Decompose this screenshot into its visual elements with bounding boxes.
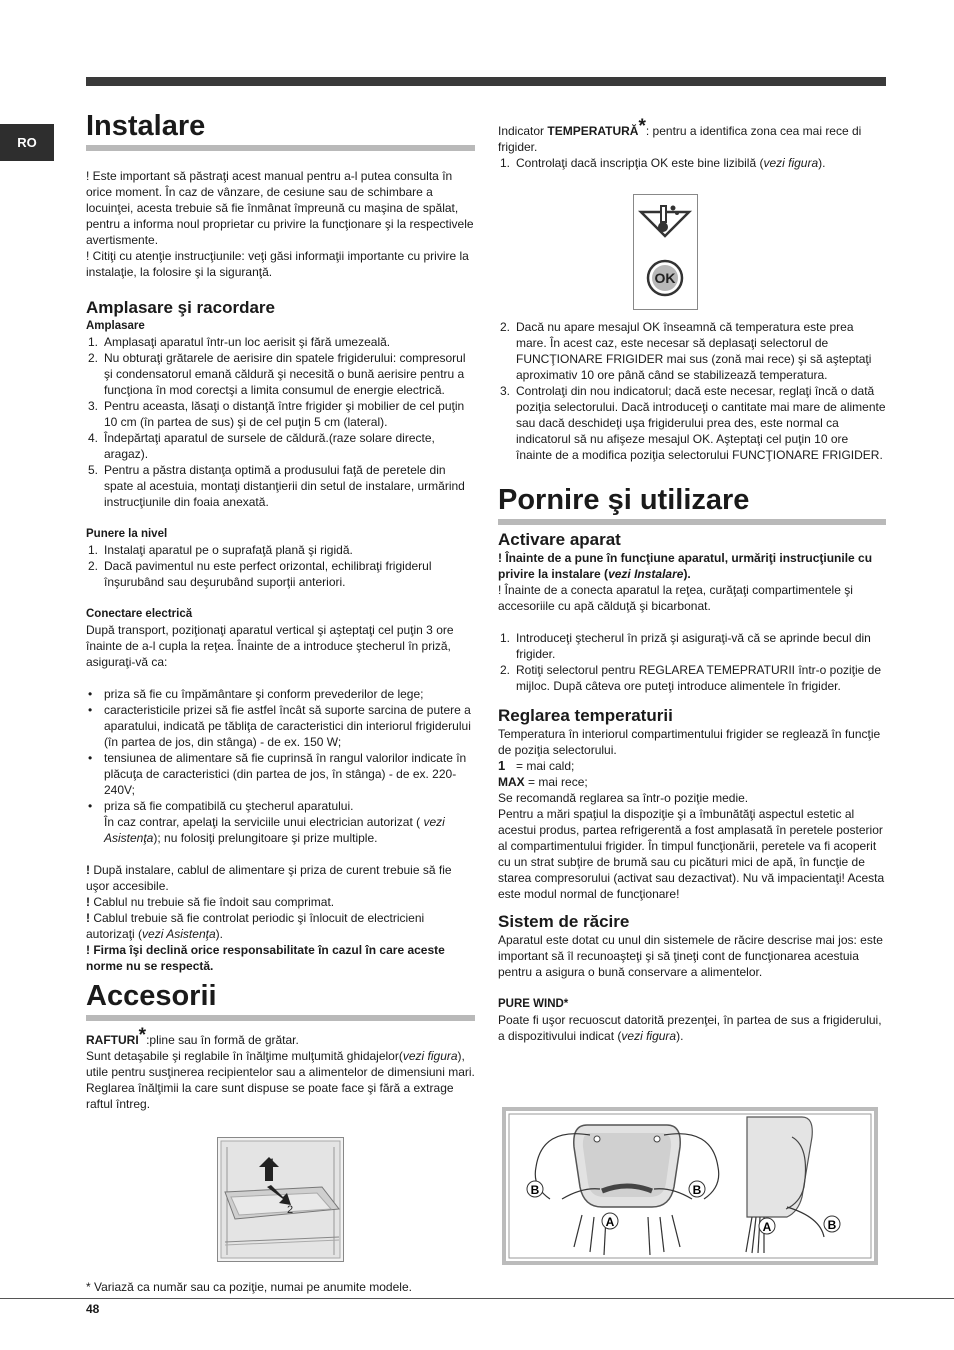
label-b-right: B [692, 1183, 702, 1197]
instalare-intro-1: ! Este important să păstraţi acest manual pentru a-l putea consulta în orice moment. În caz de vânzare, de cesiune sau de schimbare a locuinţei, acesta trebuie să fie înmânat împreună cu maşina de spălat, pentru a informa noul proprietar cu privire la funcţionare şi la respectivele avertismente. [86, 169, 474, 247]
list-item: • priza să fie cu împământare şi conform prevederilor de lege; [86, 686, 475, 702]
indicator-paragraph: Indicator TEMPERATURĂ*: pentru a identifica zona cea mai rece di frigider. [498, 116, 862, 154]
ok-text: OK [654, 270, 676, 286]
rafturi-text: Sunt detaşabile şi reglabile în înălţime mulţumită ghidajelor(vezi figura), utile pentru susţinerea recipientelor sau a alimentelor de dimensiuni mari. Reglarea înălţimii la care sunt dispuse se poate face şi fără a extrage raftul întreg. [86, 1049, 475, 1111]
conectare-last2-a: În caz contrar, apelaţi la serviciile unui electrician autorizat ( [104, 815, 424, 829]
symbol-warm: 1 = mai cald; [498, 758, 575, 773]
label-a-center: A [605, 1215, 615, 1229]
list-item: 2. Dacă pavimentul nu este perfect orizontal, echilibraţi frigiderul înşurubând sau deşurubând suporţii anteriori. [86, 558, 475, 590]
reglarea-text: Temperatura în interiorul compartimentului frigider se reglează în funcţie de poziţia selectorului. [498, 727, 881, 757]
footnote: * Variază ca număr sau ca poziţie, numai pe anumite modele. [86, 1280, 412, 1294]
activare-list [498, 630, 886, 694]
warning-3: ! Cablul trebuie să fie controlat periodic şi înlocuit de electricieni autorizaţi (vezi Asistenţa). [86, 911, 425, 941]
sistem-text: Aparatul este dotat cu unul din sistemele de răcire descrise mai jos: este important să îl recunoaşteţi şi să ţineţi cont de funcţionarea acestuia pentru a asigura o bună conservare a alimentelor. [498, 933, 883, 979]
list-item [86, 798, 475, 846]
temperature-indicator-figure [633, 194, 698, 310]
warning-1: ! După instalare, cablul de alimentare şi priza de curent trebuie să fie uşor accesibile. [86, 863, 452, 893]
list-item: • tensiunea de alimentare să fie cuprinsă în rangul valorilor indicate în plăcuţa de caracteristici (din partea de jos, în stânga) - de ex. 220-240V; [86, 750, 475, 798]
accesorii-title: Accesorii [86, 980, 475, 1021]
list-item: 2. Dacă nu apare mesajul OK înseamnă că temperatura este prea mare. În acest caz, este necesar să deplasaţi selectorul de FUNCŢIONARE FRIGIDER mai sus (zonă mai rece) şi să aşteptaţi aproximativ 10 ore până când se stabilizează temperatura. [498, 319, 886, 383]
bottom-rule [0, 1298, 954, 1299]
fig-number-2: 2 [287, 1204, 294, 1216]
label-a-side: A [762, 1220, 772, 1234]
drop-icon [658, 222, 668, 232]
list-item: 1. Instalaţi aparatul pe o suprafaţă plană şi rigidă. [86, 542, 475, 558]
top-rule [86, 77, 886, 86]
reglarea-more: Pentru a mări spaţiul la dispoziţie şi a îmbunătăţi aspectul estetic al acestui produs, partea refrigerentă a fost amplasată în peretele posterior al compartimentului frigider. În timpul funcţionării, peretele va fi acoperit cu un strat subţire de brumă sau cu picături mici de apă, în funcţie de starea compresorului (activat sau dezactivat). Nu vă impacientaţi! Acesta este modul normal de funcţionare! [498, 807, 885, 901]
list-item: 1. Amplasaţi aparatul într-un loc aerisit şi fără umezeală. [86, 334, 475, 350]
page-number: 48 [86, 1302, 100, 1316]
instalare-title: Instalare [86, 110, 475, 151]
indicator-list-2 [498, 319, 886, 463]
conectare-subtitle: Conectare electrică [86, 608, 193, 620]
list-item: 3. Pentru aceasta, lăsaţi o distanţă între frigider şi mobilier de cel puţin 10 cm (în partea de sus) şi de cel puţin 5 cm (lateral). [86, 398, 475, 430]
pure-wind-figure [502, 1107, 878, 1265]
shelf-figure [217, 1137, 344, 1262]
language-tab: RO [0, 124, 54, 161]
warning-2: ! Cablul nu trebuie să fie îndoit sau comprimat. [86, 895, 335, 909]
instalare-intro-2: ! Citiţi cu atenţie instrucţiunile: veţi găsi informaţii importante cu privire la instalaţie, la folosire şi la siguranţă. [86, 249, 469, 279]
pure-wind-label: PURE WIND* [498, 998, 569, 1010]
reglarea-title: Reglarea temperaturii [498, 706, 673, 725]
conectare-last2-italic: vezi Asistenţa [104, 815, 445, 845]
list-item: 1. Introduceţi ştecherul în priză şi asiguraţi-vă că se aprinde becul din frigider. [498, 630, 886, 662]
reglarea-recommendation: Se recomandă reglarea sa într-o poziţie medie. [498, 791, 749, 805]
label-b-left: B [530, 1183, 540, 1197]
warning-4: ! Firma îşi declină orice responsabilitate în cazul în care aceste norme nu se respectă. [86, 943, 445, 973]
conectare-last: priza să fie compatibilă cu ştecherul aparatului. [104, 799, 354, 813]
right-column [498, 116, 886, 171]
activare-warning-2: ! Înainte de a conecta aparatul la reţea, curăţaţi compartimentele şi accesoriile cu apă călduţă şi bicarbonat. [498, 583, 853, 613]
conectare-text: După transport, poziţionaţi aparatul vertical şi aşteptaţi cel puţin 3 ore înainte de a-l cupla la reţea. Înainte de a introduce ştecherul în priză, asiguraţi-vă ca: [86, 623, 454, 669]
list-item: 1. Controlaţi dacă inscripţia OK este bine lizibilă (vezi figura). [498, 155, 886, 171]
amplasare-list [86, 334, 475, 510]
list-item: • caracteristicile prizei să fie astfel încât să suporte sarcina de putere a aparatului, indicată pe tăbliţa de caracteristici din interiorul frigiderului (în partea de jos, din stânga) - de ex. 150 W; [86, 702, 475, 750]
sistem-title: Sistem de răcire [498, 912, 630, 931]
amplasare-subtitle: Amplasare [86, 320, 145, 332]
amplasare-title: Amplasare şi racordare [86, 298, 275, 317]
list-item: 2. Nu obturaţi grătarele de aerisire din spatele frigiderului: compresorul şi condensatorul emană căldură şi necesită o bună aerisire pentru a funcţiona în mod corectşi a limita consumul de energie electrică. [86, 350, 475, 398]
indicator-list-1 [498, 155, 886, 171]
label-b-side: B [827, 1218, 837, 1232]
right-column-lower [498, 319, 886, 1044]
conectare-list [86, 686, 475, 846]
rafturi-label: RAFTURI [86, 1033, 139, 1047]
list-item: 2. Rotiţi selectorul pentru REGLAREA TEMEPRATURII într-o poziţie de mijloc. După câteva ore puteţi introduce alimentele în frigider. [498, 662, 886, 694]
symbol-max: MAX = mai rece; [498, 775, 588, 789]
list-item: 5. Pentru a păstra distanţa optimă a produsului faţă de peretele din spate al acestuia, montaţi distanţierii din setul de instalare, urmărind instrucţiunile din foaia anexată. [86, 462, 475, 510]
activare-warning-1: ! Înainte de a pune în funcţiune aparatul, urmăriţi instrucţiunile cu privire la instalare (vezi Instalare). [498, 551, 873, 581]
nivel-list [86, 542, 475, 590]
list-item: 4. Îndepărtaţi aparatul de sursele de căldură.(raze solare directe, aragaz). [86, 430, 475, 462]
rafturi-paragraph: RAFTURI*:pline sau în formă de grătar. [86, 1025, 299, 1047]
conectare-last2-b: ); nu folosiţi prelungitoare şi prize multiple. [153, 831, 378, 845]
pornire-title: Pornire şi utilizare [498, 484, 886, 525]
left-column [86, 110, 475, 1112]
fig-number-1: 1 [269, 1157, 276, 1169]
nivel-subtitle: Punere la nivel [86, 528, 168, 540]
pure-wind-text: Poate fi uşor recuoscut datorită prezenţei, în partea de sus a frigiderului, a dispozitivului indicat (vezi figura). [498, 1013, 882, 1043]
list-item: 3. Controlaţi din nou indicatorul; dacă este necesar, reglaţi încă o dată poziţia selectorului. Dacă introduceţi o cantitate mai mare de alimente sau dacă deschideţi uşa frigiderului prea des, este normal ca indicatorul să nu afişeze mesajul OK. Aşteptaţi cel puţin 10 ore înainte de a modifica poziţia selectorului FUNCŢIONARE FRIGIDER. [498, 383, 886, 463]
activare-title: Activare aparat [498, 530, 621, 549]
indicator-label: TEMPERATURĂ [547, 124, 639, 138]
